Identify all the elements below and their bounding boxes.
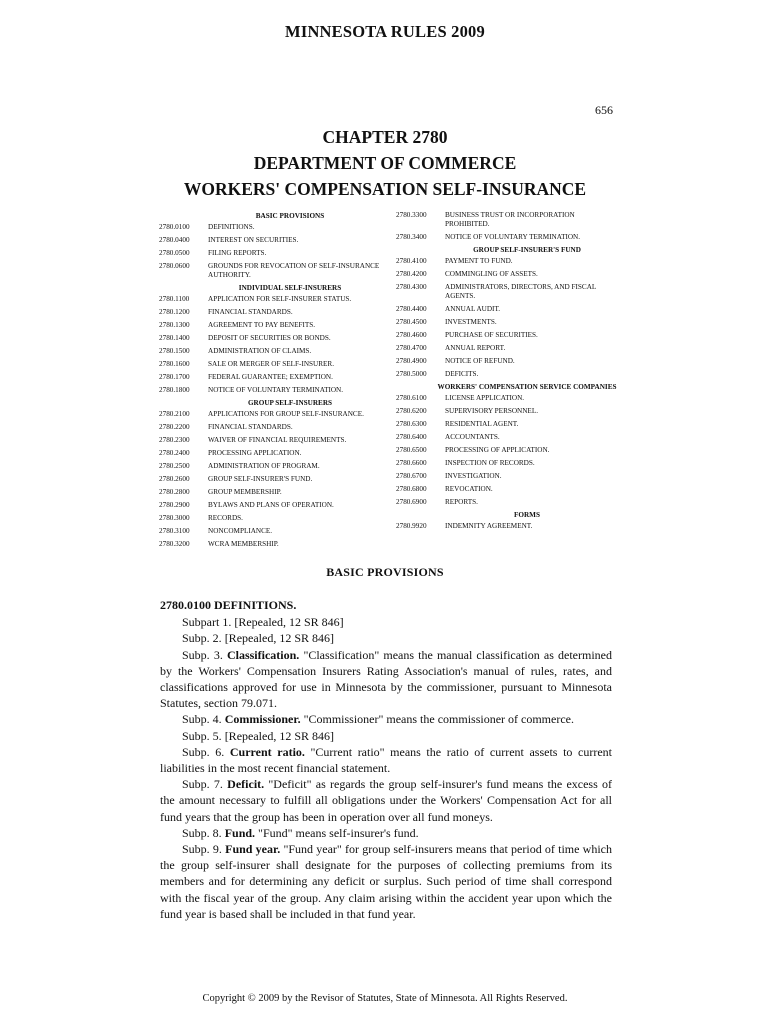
toc-group-heading: GROUP SELF-INSURER'S FUND [473, 246, 581, 254]
toc-entry-title: RESIDENTIAL AGENT. [445, 420, 519, 428]
toc-entry [159, 540, 381, 549]
toc-entry-number: 2780.0600 [159, 262, 190, 270]
toc-entry [159, 527, 381, 536]
toc-entry [159, 488, 381, 497]
toc-entry [396, 420, 618, 429]
toc-right-column [396, 211, 618, 535]
toc-entry [396, 433, 618, 442]
defined-term: Deficit. [227, 777, 265, 792]
toc-entry [159, 236, 381, 245]
rule-body [160, 597, 612, 922]
toc-entry [159, 262, 381, 280]
toc-entry-number: 2780.3200 [159, 540, 190, 548]
part-title: 2780.0100 DEFINITIONS. [160, 598, 297, 612]
toc-entry-number: 2780.3100 [159, 527, 190, 535]
toc-entry-title: RECORDS. [208, 514, 243, 522]
subpart-paragraph [160, 776, 612, 825]
toc-entry [159, 449, 381, 458]
toc-entry-title: PURCHASE OF SECURITIES. [445, 331, 538, 339]
toc-left-column [159, 211, 381, 553]
toc-entry-number: 2780.2200 [159, 423, 190, 431]
subpart-paragraph [160, 825, 612, 841]
toc-entry-number: 2780.1500 [159, 347, 190, 355]
toc-entry-number: 2780.6600 [396, 459, 427, 467]
toc-entry-number: 2780.3000 [159, 514, 190, 522]
toc-entry [396, 498, 618, 507]
toc-entry [396, 257, 618, 266]
toc-entry-title: SUPERVISORY PERSONNEL. [445, 407, 539, 415]
toc-entry-number: 2780.6800 [396, 485, 427, 493]
toc-entry [396, 211, 618, 229]
toc-entry-title: NOTICE OF REFUND. [445, 357, 515, 365]
subpart-text: [Repealed, 12 SR 846] [234, 615, 344, 630]
toc-entry-number: 2780.2300 [159, 436, 190, 444]
toc-entry-title: ANNUAL REPORT. [445, 344, 506, 352]
toc-entry [396, 344, 618, 353]
toc-entry-title: WCRA MEMBERSHIP. [208, 540, 279, 548]
subpart-label: Subp. 5. [182, 728, 225, 743]
toc-entry-title: COMMINGLING OF ASSETS. [445, 270, 538, 278]
toc-entry-title: FILING REPORTS. [208, 249, 267, 257]
page-number: 656 [595, 103, 613, 117]
toc-entry-number: 2780.6700 [396, 472, 427, 480]
subpart-label: Subp. 7. [182, 777, 228, 792]
subpart-paragraph [160, 647, 612, 712]
toc-entry-title: FINANCIAL STANDARDS. [208, 308, 293, 316]
toc-group-heading: BASIC PROVISIONS [255, 212, 325, 220]
toc-entry-number: 2780.1300 [159, 321, 190, 329]
toc-entry-number: 2780.4400 [396, 305, 427, 313]
toc-entry-title: GROUP MEMBERSHIP. [208, 488, 282, 496]
toc-entry [159, 295, 381, 304]
toc-entry-title: PROCESSING OF APPLICATION. [445, 446, 550, 454]
toc-entry [159, 347, 381, 356]
chapter-subject: WORKERS' COMPENSATION SELF-INSURANCE [183, 179, 587, 199]
toc-entry-number: 2780.0100 [159, 223, 190, 231]
toc-entry-title: NOTICE OF VOLUNTARY TERMINATION. [445, 233, 581, 241]
subpart-text: [Repealed, 12 SR 846] [224, 631, 334, 646]
toc-entry [159, 360, 381, 369]
subpart-paragraph [160, 744, 612, 776]
toc-entry-title: WAIVER OF FINANCIAL REQUIREMENTS. [208, 436, 347, 444]
toc-entry-title: APPLICATION FOR SELF-INSURER STATUS. [208, 295, 352, 303]
toc-entry-title: FINANCIAL STANDARDS. [208, 423, 293, 431]
subpart-paragraph [160, 614, 612, 630]
chapter-department: DEPARTMENT OF COMMERCE [253, 153, 517, 173]
toc-entry-number: 2780.6100 [396, 394, 427, 402]
section-heading: BASIC PROVISIONS [326, 565, 444, 579]
subpart-paragraph [160, 841, 612, 922]
toc-entry-title: GROUNDS FOR REVOCATION OF SELF-INSURANCE AUTHORITY. [208, 262, 380, 279]
toc-entry-title: INDEMNITY AGREEMENT. [445, 522, 533, 530]
subpart-text: "Fund" means self-insurer's fund. [258, 825, 419, 840]
toc-entry [159, 373, 381, 382]
subpart-label: Subp. 9. [182, 842, 226, 857]
toc-entry-number: 2780.4600 [396, 331, 427, 339]
subpart-paragraph [160, 630, 612, 646]
toc-entry-number: 2780.2400 [159, 449, 190, 457]
toc-entry-title: ADMINISTRATION OF CLAIMS. [208, 347, 312, 355]
toc-entry-title: ANNUAL AUDIT. [445, 305, 501, 313]
defined-term: Classification. [226, 647, 300, 662]
toc-entry-number: 2780.6400 [396, 433, 427, 441]
toc-entry-number: 2780.0400 [159, 236, 190, 244]
toc-entry-title: REPORTS. [445, 498, 478, 506]
toc-entry [396, 472, 618, 481]
toc-entry-number: 2780.0500 [159, 249, 190, 257]
toc-entry [396, 394, 618, 403]
toc-entry [159, 514, 381, 523]
toc-entry-number: 2780.2800 [159, 488, 190, 496]
toc-entry [159, 249, 381, 258]
toc-entry-number: 2780.6200 [396, 407, 427, 415]
toc-entry-number: 2780.4100 [396, 257, 427, 265]
toc-entry [159, 423, 381, 432]
running-head: MINNESOTA RULES 2009 [285, 22, 485, 41]
toc-entry-number: 2780.6900 [396, 498, 427, 506]
toc-entry-number: 2780.3400 [396, 233, 427, 241]
subpart-text: "Commissioner" means the commissioner of commerce. [303, 712, 574, 727]
toc-entry [396, 357, 618, 366]
toc-entry-number: 2780.4900 [396, 357, 427, 365]
toc-entry [159, 334, 381, 343]
toc-entry-title: DEFICITS. [445, 370, 479, 378]
toc-entry [159, 321, 381, 330]
toc-entry-number: 2780.4200 [396, 270, 427, 278]
toc-entry-title: APPLICATIONS FOR GROUP SELF-INSURANCE. [208, 410, 364, 418]
toc-entry-title: DEPOSIT OF SECURITIES OR BONDS. [208, 334, 331, 342]
toc-entry [396, 283, 618, 301]
toc-entry-title: GROUP SELF-INSURER'S FUND. [208, 475, 313, 483]
defined-term: Fund. [224, 825, 256, 840]
toc-entry-number: 2780.5000 [396, 370, 427, 378]
toc-entry-number: 2780.1100 [159, 295, 190, 303]
toc-entry-title: NONCOMPLIANCE. [208, 527, 273, 535]
toc-entry-title: NOTICE OF VOLUNTARY TERMINATION. [208, 386, 344, 394]
toc-entry [396, 446, 618, 455]
toc-entry [396, 270, 618, 279]
toc-entry [396, 318, 618, 327]
toc-entry-title: INVESTMENTS. [445, 318, 497, 326]
toc-entry [396, 522, 618, 531]
toc-entry [159, 462, 381, 471]
toc-entry-number: 2780.1400 [159, 334, 190, 342]
toc-group-heading: GROUP SELF-INSURERS [247, 399, 333, 407]
subpart-text: [Repealed, 12 SR 846] [224, 728, 334, 743]
toc-entry-title: ACCOUNTANTS. [445, 433, 500, 441]
toc-entry-number: 2780.6300 [396, 420, 427, 428]
toc-entry [396, 305, 618, 314]
toc-entry-title: INTEREST ON SECURITIES. [208, 236, 299, 244]
toc-entry-number: 2780.1800 [159, 386, 190, 394]
toc-entry [159, 475, 381, 484]
toc-entry [396, 485, 618, 494]
subpart-label: Subpart 1. [182, 615, 235, 630]
toc-entry-title: BUSINESS TRUST OR INCORPORATION PROHIBITED. [445, 211, 575, 228]
toc-entry [159, 223, 381, 232]
subpart-text: "Fund year" for group self-insurers means that period of time which the group self-insurer shall designate for the purposes of collecting premiums from its members and for determining any deficit or surplus. Such period of time shall correspond with the fiscal year of the group. Any claim arising within the accident year upon which the fund year is based shall be included in that fund year. [160, 842, 612, 921]
toc-entry-title: DEFINITIONS. [208, 223, 255, 231]
toc-entry-title: PAYMENT TO FUND. [445, 257, 513, 265]
defined-term: Commissioner. [224, 712, 301, 727]
subpart-label: Subp. 3. [182, 647, 227, 662]
toc-entry [159, 501, 381, 510]
toc-entry-title: ADMINISTRATION OF PROGRAM. [208, 462, 320, 470]
toc-entry-number: 2780.3300 [396, 211, 427, 219]
subpart-text: "Current ratio" means the ratio of current assets to current liabilities in the most recent financial statement. [160, 744, 612, 776]
toc-entry [396, 331, 618, 340]
chapter-number: CHAPTER 2780 [322, 127, 448, 147]
toc-entry-title: FEDERAL GUARANTEE; EXEMPTION. [208, 373, 333, 381]
toc-entry-number: 2780.1600 [159, 360, 190, 368]
subpart-label: Subp. 2. [182, 631, 225, 646]
toc-entry-title: SALE OR MERGER OF SELF-INSURER. [208, 360, 334, 368]
toc-entry [396, 233, 618, 242]
toc-entry-title: REVOCATION. [445, 485, 493, 493]
toc-entry-title: INSPECTION OF RECORDS. [445, 459, 535, 467]
toc-entry [159, 436, 381, 445]
subpart-paragraph [160, 711, 612, 727]
toc-group-heading: WORKERS' COMPENSATION SERVICE COMPANIES [437, 383, 617, 391]
defined-term: Fund year. [225, 842, 281, 857]
toc-entry [396, 370, 618, 379]
toc-entry [396, 407, 618, 416]
toc-entry-number: 2780.6500 [396, 446, 427, 454]
subpart-label: Subp. 6. [182, 744, 230, 759]
toc-entry-title: BYLAWS AND PLANS OF OPERATION. [208, 501, 334, 509]
defined-term: Current ratio. [229, 744, 305, 759]
toc-entry-number: 2780.9920 [396, 522, 427, 530]
toc-entry-title: INVESTIGATION. [445, 472, 502, 480]
toc-entry [159, 386, 381, 395]
subpart-label: Subp. 8. [182, 825, 225, 840]
toc-entry [159, 410, 381, 419]
toc-entry-title: AGREEMENT TO PAY BENEFITS. [208, 321, 316, 329]
toc-group-heading: INDIVIDUAL SELF-INSURERS [238, 284, 342, 292]
toc-entry-number: 2780.4500 [396, 318, 427, 326]
toc-entry-number: 2780.2500 [159, 462, 190, 470]
subpart-label: Subp. 4. [182, 712, 225, 727]
toc-entry-title: PROCESSING APPLICATION. [208, 449, 302, 457]
toc-entry-title: LICENSE APPLICATION. [445, 394, 525, 402]
toc-entry-number: 2780.2900 [159, 501, 190, 509]
toc-group-heading: FORMS [514, 511, 540, 519]
toc-entry-number: 2780.2600 [159, 475, 190, 483]
subpart-paragraph [160, 728, 612, 744]
toc-entry-number: 2780.1200 [159, 308, 190, 316]
copyright-footer: Copyright © 2009 by the Revisor of Statutes, State of Minnesota. All Rights Reserved. [202, 993, 568, 1004]
subpart-text: "Deficit" as regards the group self-insurer's fund means the excess of the amount necessary to fulfill all obligations under the Workers' Compensation Act for all fund years that the group has been in operation over all fund moneys. [160, 777, 613, 824]
toc-entry-number: 2780.4700 [396, 344, 427, 352]
toc-entry [396, 459, 618, 468]
toc-entry-number: 2780.1700 [159, 373, 190, 381]
toc-entry-title: ADMINISTRATORS, DIRECTORS, AND FISCAL AGENTS. [445, 283, 597, 300]
subpart-text: "Classification" means the manual classification as determined by the Workers' Compensation Insurers Rating Association's manual of rules, rates, and classifications approved for use in Minnesota by the commissioner, pursuant to Minnesota Statutes, section 79.071. [160, 647, 612, 711]
toc-entry-number: 2780.4300 [396, 283, 427, 291]
toc-entry-number: 2780.2100 [159, 410, 190, 418]
toc-entry [159, 308, 381, 317]
